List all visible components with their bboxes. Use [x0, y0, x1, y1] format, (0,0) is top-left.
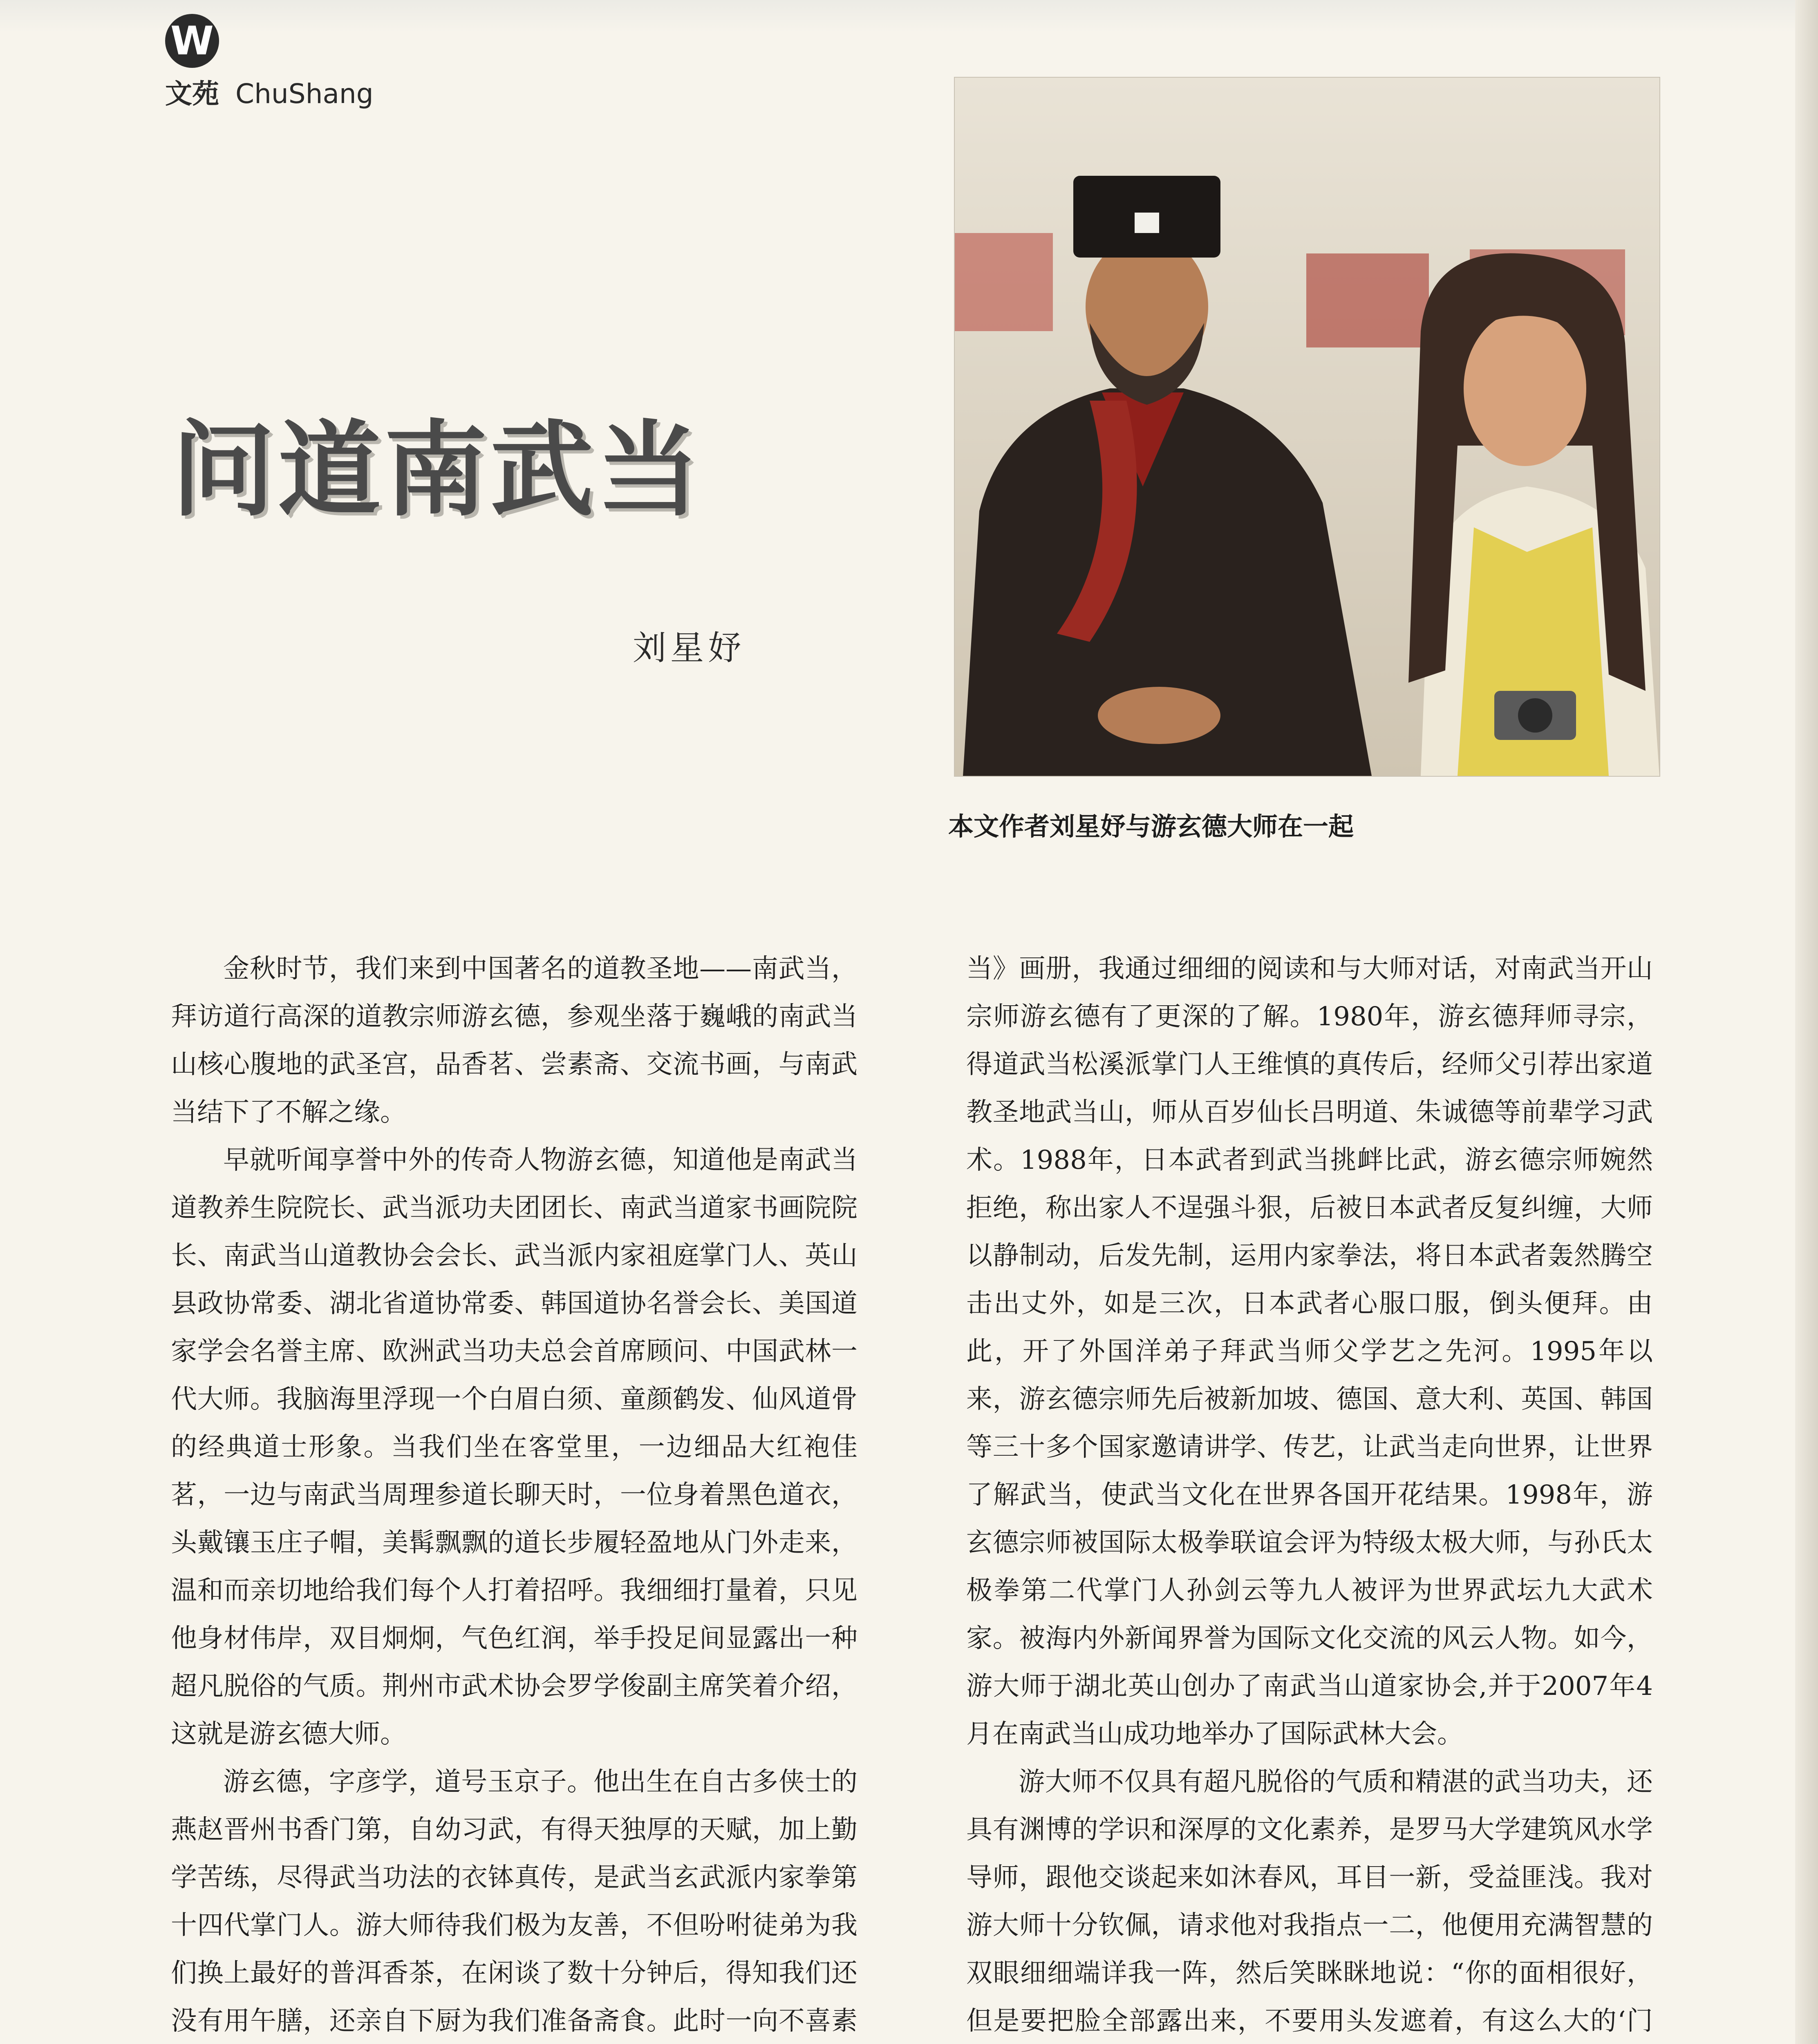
magazine-logo-icon: W	[165, 14, 219, 68]
paragraph: 早就听闻享誉中外的传奇人物游玄德，知道他是南武当道教养生院院长、武当派功夫团团长、南武当道家书画院院长、南武当山道教协会会长、武当派内家祖庭掌门人、英山县政协常委、湖北省道协常委、韩国道协名誉会长、美国道家学会名誉主席、欧洲武当功夫总会首席顾问、中国武林一代大师。我脑海里浮现一个白眉白须、童颜鹤发、仙风道骨的经典道士形象。当我们坐在客堂里，一边细品大红袍佳茗，一边与南武当周理参道长聊天时，一位身着黑色道衣，头戴镶玉庄子帽，美髯飘飘的道长步履轻盈地从门外走来，温和而亲切地给我们每个人打着招呼。我细细打量着，只见他身材伟岸，双目炯炯，气色红润，举手投足间显露出一种超凡脱俗的气质。荆州市武术协会罗学俊副主席笑着介绍，这就是游玄德大师。	[171, 1145, 858, 1749]
paragraph: 当》画册，我通过细细的阅读和与大师对话，对南武当开山宗师游玄德有了更深的了解。1980年，游玄德拜师寻宗，得道武当松溪派掌门人王维慎的真传后，经师父引荐出家道教圣地武当山，师从百岁仙长吕明道、朱诚德等前辈学习武术。1988年，日本武者到武当挑衅比武，游玄德宗师婉然拒绝，称出家人不逞强斗狠，后被日本武者反复纠缠，大师以静制动，后发先制，运用内家拳法，将日本武者轰然腾空击出丈外，如是三次，日本武者心服口服，倒头便拜。由此，开了外国洋弟子拜武当师父学艺之先河。1995年以来，游玄德宗师先后被新加坡、德国、意大利、英国、韩国等三十多个国家邀请讲学、传艺，让武当走向世界，让世界了解武当，使武当文化在世界各国开花结果。1998年，游玄德宗师被国际太极拳联谊会评为特级太极大师，与孙氏太极拳第二代掌门人孙剑云等九人被评为世界武坛九大武术家。被海内外新闻界誉为国际文化交流的风云人物。如今，游大师于湖北英山创办了南武当山道家协会,并于2007年4月在南武当山成功地举办了国际武林大会。	[966, 954, 1653, 1749]
article-photo	[955, 78, 1659, 776]
article-author: 刘星妤	[633, 629, 746, 668]
top-shade	[0, 0, 1818, 33]
section-label-en: ChuShang	[235, 78, 374, 110]
section-label-zh: 文苑	[165, 78, 219, 110]
photo-illustration	[955, 78, 1659, 776]
section-header	[165, 72, 374, 111]
article-column-left	[171, 945, 858, 2044]
article-title: 问道南武当	[172, 410, 703, 530]
paragraph: 金秋时节，我们来到中国著名的道教圣地——南武当，拜访道行高深的道教宗师游玄德，参观坐落于巍峨的南武当山核心腹地的武圣宫，品香茗、尝素斋、交流书画，与南武当结下了不解之缘。	[171, 954, 858, 1127]
paragraph: 游大师不仅具有超凡脱俗的气质和精湛的武当功夫，还具有渊博的学识和深厚的文化素养，是罗马大学建筑风水学导师，跟他交谈起来如沐春风，耳目一新，受益匪浅。我对游大师十分钦佩，请求他对我指点一二，他便用充满智慧的双眼细细端详我一阵，然后笑眯眯地说：“你的面相很好，但是要把脸全部露出来，不要用头发遮着，有这么大的‘门	[966, 1767, 1653, 2036]
paragraph: 游玄德，字彦学，道号玉京子。他出生在自古多侠士的燕赵晋州书香门第，自幼习武，有得天独厚的天赋，加上勤学苦练，尽得武当功法的衣钵真传，是武当玄武派内家拳第十四代掌门人。游大师待我们极为友善，不但吩咐徒弟为我们换上最好的普洱香茶，在闲谈了数十分钟后，得知我们还没有用午膳，还亲自下厨为我们准备斋食。此时一向不喜素	[171, 1767, 858, 2036]
photo-caption: 本文作者刘星妤与游玄德大师在一起	[948, 811, 1354, 841]
article-column-right	[966, 945, 1653, 2044]
page-edge-shadow	[1795, 0, 1818, 2044]
